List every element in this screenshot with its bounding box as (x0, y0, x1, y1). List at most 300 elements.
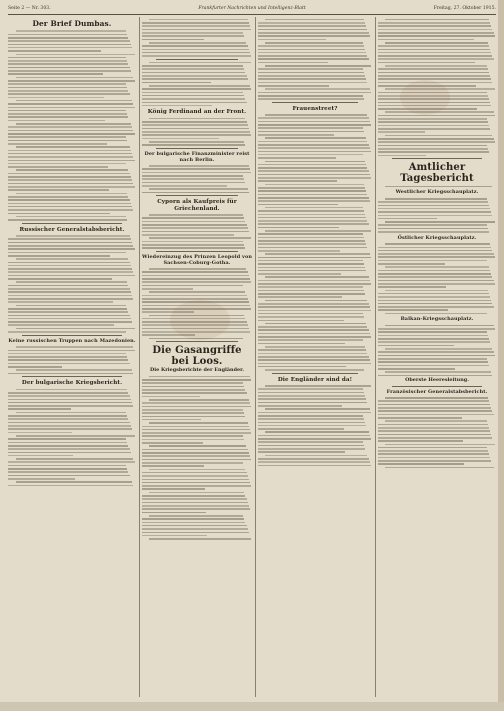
text-line (258, 240, 365, 242)
article-separator (22, 223, 122, 224)
text-line (8, 83, 126, 85)
text-line (142, 75, 247, 77)
text-line (142, 396, 200, 398)
text-line (258, 418, 364, 420)
article-headline: Amtlicher Tagesbericht (400, 162, 474, 185)
text-line (385, 371, 491, 373)
text-line (8, 90, 128, 92)
text-line (8, 321, 132, 323)
text-line (378, 85, 476, 87)
text-line (16, 258, 129, 260)
text-line (258, 147, 370, 149)
text-line (149, 515, 244, 517)
text-line (378, 98, 489, 100)
text-line (258, 336, 371, 338)
text-line (258, 154, 363, 156)
page-edge (498, 0, 504, 711)
text-line (8, 265, 131, 267)
text-line (8, 186, 135, 188)
text-line (378, 125, 489, 127)
text-line (8, 206, 132, 208)
text-line (142, 528, 248, 530)
text-line (385, 420, 486, 422)
article-body (258, 114, 372, 371)
text-line (8, 50, 101, 52)
article-separator (22, 376, 122, 377)
text-line (258, 22, 365, 24)
text-line (8, 448, 130, 450)
text-line (8, 438, 126, 440)
text-line (378, 270, 490, 272)
text-line (378, 400, 489, 402)
article-separator (156, 251, 238, 252)
text-line (142, 452, 249, 454)
text-line (142, 68, 244, 70)
article-subheadline: Balkan-Kriegsschauplatz. (400, 316, 474, 323)
column-rule (139, 17, 140, 697)
text-line (8, 37, 128, 39)
article-subheadline: Östlicher Kriegsschauplatz. (397, 234, 477, 241)
article-body (258, 385, 372, 466)
article-body (258, 19, 372, 100)
text-line (378, 361, 488, 363)
text-line (8, 44, 131, 46)
text-line (149, 214, 244, 216)
text-line (8, 113, 127, 115)
text-line (378, 335, 488, 337)
text-line (142, 525, 247, 527)
text-line (378, 151, 489, 153)
text-line (8, 405, 133, 407)
text-line (385, 19, 489, 21)
text-line (142, 324, 248, 326)
text-line (16, 235, 130, 237)
column-1 (8, 17, 136, 697)
text-line (8, 120, 105, 122)
text-line (265, 19, 364, 21)
text-line (258, 223, 369, 225)
text-line (142, 102, 247, 104)
text-line (16, 328, 135, 330)
text-line (378, 211, 491, 213)
text-line (8, 40, 130, 42)
text-line (378, 440, 463, 442)
article-body (8, 235, 136, 333)
text-line (258, 363, 371, 365)
text-line (8, 315, 130, 317)
text-line (8, 116, 128, 118)
text-line (8, 324, 114, 326)
text-line (258, 339, 363, 341)
text-line (378, 407, 491, 409)
text-line (149, 338, 244, 340)
article-body (142, 165, 252, 193)
article-headline: Der Brief Dumbas. (32, 19, 112, 28)
text-line (258, 164, 366, 166)
text-line (8, 60, 127, 62)
text-line (142, 247, 245, 249)
text-line (8, 110, 126, 112)
text-line (142, 508, 250, 510)
text-line (385, 444, 495, 446)
header-masthead: Frankfurter Nachrichten und Intelligenz-Blatt (198, 6, 306, 11)
text-line (258, 85, 329, 87)
text-line (142, 475, 248, 477)
text-line (149, 445, 247, 447)
text-line (378, 434, 491, 436)
text-line (258, 343, 345, 345)
text-line (142, 442, 203, 444)
text-line (142, 88, 251, 90)
text-line (378, 410, 492, 412)
text-line (265, 253, 370, 255)
text-line (8, 399, 131, 401)
text-line (258, 134, 334, 136)
text-line (258, 306, 370, 308)
text-line (16, 481, 132, 483)
text-line (258, 405, 342, 407)
text-line (142, 121, 247, 123)
text-line (8, 422, 130, 424)
text-line (8, 140, 127, 142)
text-line (142, 392, 247, 394)
text-line (142, 498, 247, 500)
article-body (8, 346, 136, 374)
text-line (142, 455, 250, 457)
article-body (378, 397, 496, 468)
text-line (258, 458, 369, 460)
text-line (142, 285, 243, 287)
text-line (378, 345, 454, 347)
text-line (258, 144, 369, 146)
text-line (142, 435, 243, 437)
text-line (142, 412, 244, 414)
text-line (8, 173, 130, 175)
text-line (142, 429, 250, 431)
article-headline: Keine russischen Truppen nach Mazedonien. (8, 337, 136, 344)
text-line (8, 468, 127, 470)
text-line (378, 115, 495, 117)
text-line (142, 472, 247, 474)
text-line (258, 290, 364, 292)
article-body (378, 325, 496, 376)
text-line (8, 415, 127, 417)
text-line (378, 35, 495, 37)
text-line (8, 445, 128, 447)
text-line (142, 172, 251, 174)
text-line (258, 395, 365, 397)
text-line (142, 311, 194, 313)
text-line (142, 82, 211, 84)
text-line (258, 310, 371, 312)
text-line (8, 452, 131, 454)
text-line (16, 54, 135, 56)
text-line (258, 78, 366, 80)
text-line (258, 359, 370, 361)
text-line (8, 291, 131, 293)
text-line (258, 227, 339, 229)
text-line (378, 437, 492, 439)
text-line (142, 305, 250, 307)
text-line (378, 273, 491, 275)
text-line (378, 460, 491, 462)
text-line (142, 224, 247, 226)
text-line (378, 138, 494, 140)
text-line (8, 183, 133, 185)
text-line (142, 301, 249, 303)
text-line (8, 373, 133, 375)
text-line (265, 385, 371, 387)
text-line (378, 102, 490, 104)
text-line (265, 184, 364, 186)
text-line (378, 128, 490, 130)
column-rule (255, 17, 256, 697)
text-line (378, 39, 474, 41)
text-line (149, 141, 245, 143)
text-line (385, 325, 494, 327)
text-line (8, 179, 132, 181)
text-line (149, 538, 251, 540)
text-line (258, 257, 371, 259)
text-line (142, 49, 249, 51)
text-line (142, 134, 251, 136)
text-line (8, 478, 75, 480)
text-line (258, 45, 364, 47)
text-line (8, 262, 130, 264)
text-line (142, 288, 193, 290)
text-line (378, 52, 491, 54)
article-body (142, 376, 252, 540)
text-line (8, 308, 127, 310)
text-line (8, 189, 109, 191)
text-line (258, 451, 345, 453)
text-line (378, 256, 495, 258)
text-line (8, 133, 135, 135)
text-line (8, 425, 131, 427)
text-line (378, 351, 494, 353)
text-line (265, 408, 370, 410)
text-line (258, 441, 363, 443)
text-line (16, 458, 134, 460)
text-line (142, 502, 248, 504)
text-line (265, 323, 366, 325)
text-line (8, 70, 131, 72)
text-line (8, 288, 130, 290)
text-line (378, 283, 495, 285)
text-line (142, 298, 248, 300)
text-line (378, 368, 455, 370)
text-line (258, 320, 344, 322)
text-line (142, 535, 207, 537)
text-line (149, 165, 249, 167)
text-line (378, 250, 492, 252)
text-line (8, 87, 127, 89)
text-line (378, 92, 487, 94)
text-line (378, 118, 487, 120)
text-line (8, 295, 132, 297)
text-line (8, 209, 133, 211)
article-headline: Der bulgarische Finanzminister reist nach Berlin. (144, 150, 250, 163)
text-line (258, 167, 367, 169)
text-line (8, 255, 110, 257)
text-line (378, 247, 491, 249)
text-line (258, 260, 363, 262)
text-line (378, 463, 464, 465)
text-line (378, 447, 487, 449)
text-line (258, 187, 365, 189)
text-line (142, 72, 245, 74)
text-line (258, 412, 371, 414)
text-line (258, 200, 370, 202)
column-4 (378, 17, 496, 697)
text-line (8, 199, 130, 201)
text-line (149, 399, 249, 401)
text-line (258, 95, 363, 97)
text-line (142, 234, 234, 236)
text-line (142, 95, 244, 97)
text-line (265, 300, 368, 302)
text-line (378, 427, 489, 429)
text-line (378, 375, 492, 377)
article-separator (156, 195, 238, 196)
text-line (142, 482, 250, 484)
text-line (16, 77, 134, 79)
text-line (258, 141, 367, 143)
text-line (8, 166, 108, 168)
text-line (258, 448, 365, 450)
column-2 (142, 17, 252, 697)
text-line (8, 278, 112, 280)
article-body (142, 118, 252, 146)
text-line (265, 207, 363, 209)
text-line (142, 35, 244, 37)
text-line (142, 426, 249, 428)
text-line (258, 157, 336, 159)
text-line (385, 467, 494, 469)
text-line (258, 35, 370, 37)
text-line (385, 243, 490, 245)
text-line (8, 107, 135, 109)
text-line (8, 298, 133, 300)
text-line (142, 175, 243, 177)
text-line (8, 359, 128, 361)
text-line (378, 296, 490, 298)
text-line (142, 168, 250, 170)
text-line (258, 124, 371, 126)
text-line (378, 25, 491, 27)
text-line (142, 386, 244, 388)
text-line (142, 334, 195, 336)
text-line (16, 369, 132, 371)
text-line (16, 305, 126, 307)
text-line (258, 438, 371, 440)
text-line (378, 355, 495, 357)
text-line (8, 248, 135, 250)
text-line (142, 241, 243, 243)
text-line (258, 263, 364, 265)
text-line (385, 266, 489, 268)
text-line (378, 417, 462, 419)
text-line (378, 108, 477, 110)
text-line (8, 461, 135, 463)
text-line (378, 68, 488, 70)
text-line (258, 270, 366, 272)
text-line (378, 404, 490, 406)
column-rule (375, 17, 376, 697)
text-line (142, 144, 245, 146)
text-line (8, 97, 104, 99)
text-line (8, 203, 131, 205)
text-line (149, 291, 246, 293)
article-separator (392, 158, 482, 159)
text-line (8, 219, 127, 221)
text-line (142, 321, 247, 323)
text-line (8, 471, 128, 473)
text-line (8, 485, 133, 487)
text-line (258, 174, 370, 176)
text-line (142, 221, 245, 223)
text-line (8, 432, 72, 434)
text-line (378, 253, 494, 255)
text-line (142, 105, 212, 107)
text-line (142, 25, 250, 27)
text-line (149, 42, 247, 44)
text-line (149, 469, 246, 471)
text-line (258, 92, 371, 94)
text-line (265, 455, 368, 457)
text-line (16, 169, 129, 171)
text-line (378, 293, 489, 295)
text-line (385, 88, 495, 90)
text-line (258, 177, 371, 179)
article-subheadline: Westlicher Kriegsschauplatz. (395, 189, 479, 196)
text-line (8, 465, 126, 467)
text-line (16, 193, 127, 195)
text-line (378, 300, 491, 302)
text-line (142, 295, 247, 297)
text-line (149, 376, 250, 378)
text-line (142, 462, 243, 464)
text-line (258, 273, 341, 275)
text-line (149, 492, 245, 494)
text-line (8, 353, 126, 355)
article-body (8, 30, 136, 220)
text-line (258, 250, 340, 252)
text-line (378, 450, 488, 452)
text-line (378, 205, 489, 207)
text-line (8, 356, 127, 358)
text-line (265, 369, 364, 371)
article-body (8, 389, 136, 487)
text-line (378, 328, 495, 330)
article-headline: Russischer Generalstabsbericht. (19, 226, 125, 233)
text-line (378, 131, 425, 133)
article-headline: Die Gasangriffe bei Loos. (152, 345, 242, 368)
text-line (8, 245, 133, 247)
text-line (16, 123, 131, 125)
text-line (378, 276, 492, 278)
text-line (142, 39, 204, 41)
text-line (8, 130, 133, 132)
text-line (378, 105, 491, 107)
text-line (8, 475, 130, 477)
text-line (142, 45, 248, 47)
text-line (142, 532, 249, 534)
text-line (8, 47, 132, 49)
article-body (142, 62, 252, 107)
text-line (378, 29, 492, 31)
text-line (258, 151, 371, 153)
